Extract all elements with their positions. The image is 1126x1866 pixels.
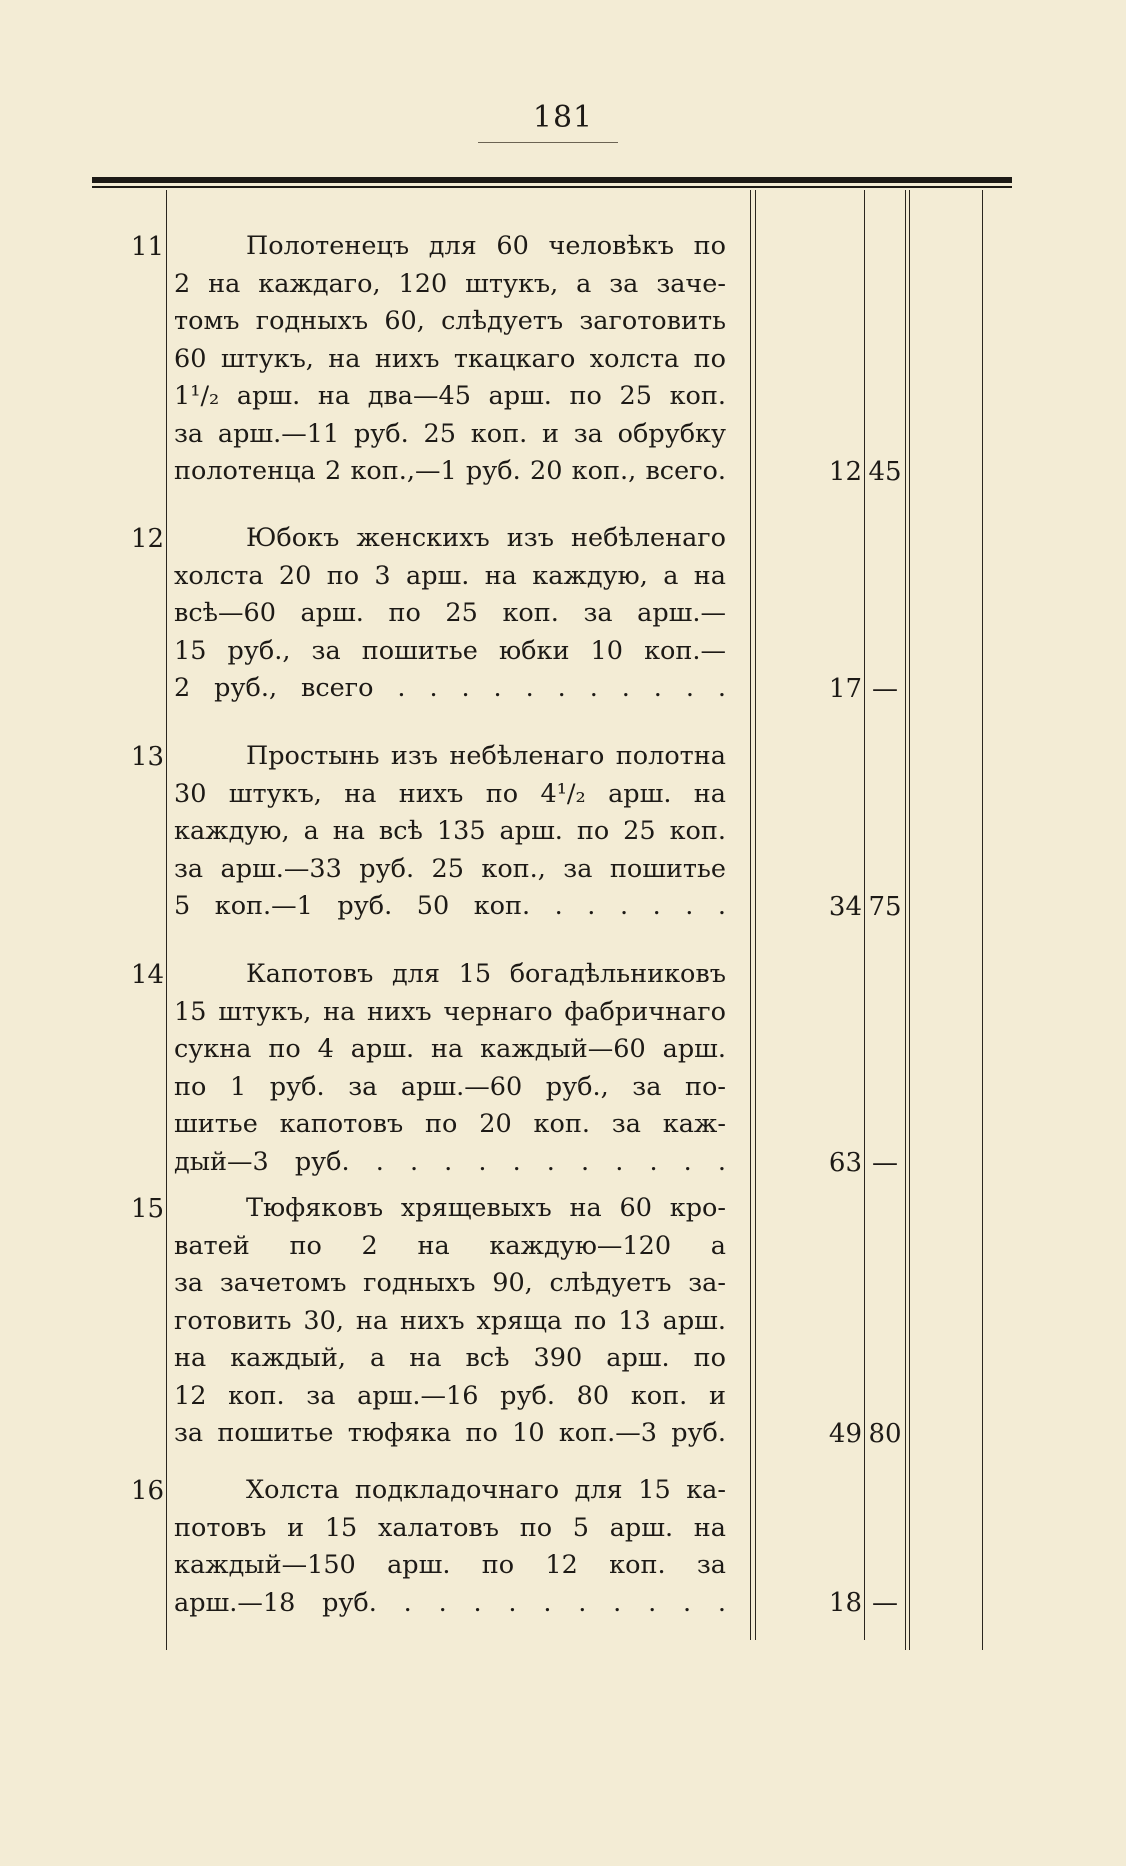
amount-kopecks: — — [872, 1148, 898, 1178]
amount-kopecks: — — [872, 1588, 898, 1618]
entry-number: 15 — [130, 1194, 164, 1224]
entry-line: 2 на каждаго, 120 штукъ, а за заче- — [174, 268, 726, 299]
amount-rubles: 17 — [828, 674, 862, 704]
entry-line: 15 штукъ, на нихъ чернаго фабричнаго — [174, 996, 726, 1027]
entry-line: Капотовъ для 15 богадѣльниковъ — [246, 959, 726, 989]
amount-rubles: 49 — [828, 1419, 862, 1449]
entry-description — [174, 738, 726, 926]
page-number-rule — [478, 142, 618, 143]
entry-line: арш.—18 руб. . . . . . . . . . . — [174, 1587, 726, 1618]
entry-number: 11 — [130, 232, 164, 262]
header-rule-thin — [92, 186, 1012, 188]
entry-description — [174, 520, 726, 708]
entry-line: сукна по 4 арш. на каждый—60 арш. — [174, 1034, 726, 1064]
entry-number: 12 — [130, 524, 164, 554]
entry-line: за арш.—11 руб. 25 коп. и за обрубку — [174, 418, 726, 449]
entry-line: 60 штукъ, на нихъ ткацкаго холста по — [174, 343, 726, 374]
amount-kopecks: 45 — [868, 457, 902, 487]
entry-number: 13 — [130, 742, 164, 772]
ledger — [0, 190, 1126, 1650]
entry-description — [174, 228, 726, 491]
entry-number: 14 — [130, 960, 164, 990]
entry-line: всѣ—60 арш. по 25 коп. за арш.— — [174, 598, 726, 628]
entry-line: 1¹/₂ арш. на два—45 арш. по 25 коп. — [174, 381, 726, 411]
entry-number: 16 — [130, 1476, 164, 1506]
entry-line: готовить 30, на нихъ хряща по 13 арш. — [174, 1305, 726, 1336]
entry-line: томъ годныхъ 60, слѣдуетъ заготовить — [174, 306, 726, 336]
entry-description — [174, 1472, 726, 1622]
entry-line: Тюфяковъ хрящевыхъ на 60 кро- — [246, 1193, 726, 1223]
entry-line: 30 штукъ, на нихъ по 4¹/₂ арш. на — [174, 778, 726, 809]
amount-rubles: 12 — [828, 457, 862, 487]
amount-kopecks: — — [872, 674, 898, 704]
entry-line: дый—3 руб. . . . . . . . . . . . — [174, 1146, 726, 1177]
amount-rubles: 34 — [828, 892, 862, 922]
entry-line: на каждый, а на всѣ 390 арш. по — [174, 1343, 726, 1373]
entry-line: холста 20 по 3 арш. на каждую, а на — [174, 560, 726, 591]
entry-line: 2 руб., всего . . . . . . . . . . . — [174, 673, 726, 703]
amount-rubles: 63 — [828, 1148, 862, 1178]
entry-line: Холста подкладочнаго для 15 ка- — [246, 1475, 726, 1505]
amount-rubles: 18 — [828, 1588, 862, 1618]
entry-line: ватей по 2 на каждую—120 а — [174, 1230, 726, 1261]
amount-kopecks: 75 — [868, 892, 902, 922]
entry-line: Простынь изъ небѣленаго полотна — [246, 741, 726, 771]
entry-line: за арш.—33 руб. 25 коп., за пошитье — [174, 853, 726, 884]
entry-line: по 1 руб. за арш.—60 руб., за по- — [174, 1071, 726, 1102]
entry-line: полотенца 2 коп.,—1 руб. 20 коп., всего. — [174, 456, 726, 486]
entry-line: за зачетомъ годныхъ 90, слѣдуетъ за- — [174, 1268, 726, 1298]
header-rule-thick — [92, 177, 1012, 183]
entry-line: потовъ и 15 халатовъ по 5 арш. на — [174, 1512, 726, 1543]
amount-kopecks: 80 — [868, 1419, 902, 1449]
entry-line: Юбокъ женскихъ изъ небѣленаго — [246, 523, 726, 553]
entry-description — [174, 956, 726, 1181]
entry-line: 12 коп. за арш.—16 руб. 80 коп. и — [174, 1380, 726, 1411]
page-number: 181 — [532, 100, 594, 135]
entry-line: Полотенецъ для 60 человѣкъ по — [246, 231, 726, 261]
entry-line: 5 коп.—1 руб. 50 коп. . . . . . . — [174, 891, 726, 921]
entry-line: за пошитье тюфяка по 10 коп.—3 руб. — [174, 1418, 726, 1448]
entry-description — [174, 1190, 726, 1453]
entry-line: 15 руб., за пошитье юбки 10 коп.— — [174, 635, 726, 666]
entry-line: шитье капотовъ по 20 коп. за каж- — [174, 1109, 726, 1139]
entry-line: каждый—150 арш. по 12 коп. за — [174, 1550, 726, 1580]
entry-line: каждую, а на всѣ 135 арш. по 25 коп. — [174, 816, 726, 846]
